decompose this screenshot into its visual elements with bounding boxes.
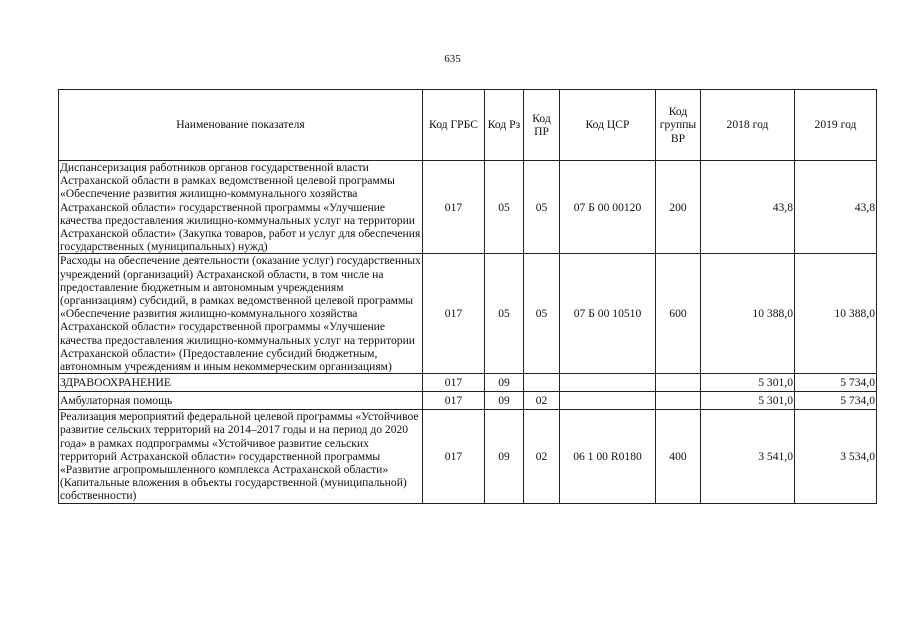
row-grbs: 017 xyxy=(423,374,485,392)
row-pr xyxy=(524,374,560,392)
row-rz: 09 xyxy=(485,410,524,503)
table-row xyxy=(59,410,877,503)
row-name: Диспансеризация работников органов государственной власти Астраханской области в рамках ведомственной целевой программы «Обеспечение развития жилищно-коммунального хозяйства Астраханской области» государственной программы «Улучшение качества предоставления жилищно-коммунальных услуг на территории Астраханской области» (Закупка товаров, работ и услуг для обеспечения государственных (муниципальных) нужд) xyxy=(59,161,423,254)
row-csr: 07 Б 00 00120 xyxy=(560,161,656,254)
header-2019: 2019 год xyxy=(795,90,877,161)
table-row xyxy=(59,392,877,410)
row-rz: 05 xyxy=(485,161,524,254)
header-vr: Код группы ВР xyxy=(656,90,701,161)
header-rz: Код Рз xyxy=(485,90,524,161)
page-number: 635 xyxy=(444,53,461,65)
row-vr xyxy=(656,374,701,392)
row-vr: 200 xyxy=(656,161,701,254)
row-csr xyxy=(560,392,656,410)
budget-table xyxy=(58,89,877,504)
row-vr: 400 xyxy=(656,410,701,503)
row-2019: 43,8 xyxy=(795,161,877,254)
row-grbs: 017 xyxy=(423,410,485,503)
table-row xyxy=(59,374,877,392)
row-2018: 43,8 xyxy=(701,161,795,254)
row-2018: 5 301,0 xyxy=(701,374,795,392)
header-csr: Код ЦСР xyxy=(560,90,656,161)
header-2018: 2018 год xyxy=(701,90,795,161)
row-name: Расходы на обеспечение деятельности (оказание услуг) государственных учреждений (организаций) Астраханской области, в том числе на предоставление бюджетным и автономным учреждениям (организациям) субсидий, в рамках ведомственной целевой программы «Обеспечение развития жилищно-коммунального хозяйства Астраханской области» государственной программы «Улучшение качества предоставления жилищно-коммунальных услуг на территории Астраханской области» (Предоставление субсидий бюджетным, автономным учреждениям и иным некоммерческим организациям) xyxy=(60,254,421,374)
row-2018: 10 388,0 xyxy=(701,254,795,374)
row-grbs: 017 xyxy=(423,161,485,254)
row-rz: 09 xyxy=(485,374,524,392)
row-pr: 05 xyxy=(524,254,560,374)
table-row xyxy=(59,254,877,374)
row-2019: 10 388,0 xyxy=(795,254,877,374)
row-pr: 02 xyxy=(524,410,560,503)
row-vr xyxy=(656,392,701,410)
header-pr: Код ПР xyxy=(524,90,560,161)
row-name: ЗДРАВООХРАНЕНИЕ xyxy=(59,374,423,392)
header-grbs: Код ГРБС xyxy=(423,90,485,161)
row-2018: 5 301,0 xyxy=(701,392,795,410)
table-row xyxy=(59,161,877,254)
row-rz: 09 xyxy=(485,392,524,410)
row-grbs: 017 xyxy=(423,392,485,410)
row-pr: 02 xyxy=(524,392,560,410)
header-name: Наименование показателя xyxy=(59,90,423,161)
row-rz: 05 xyxy=(485,254,524,374)
table-header-row xyxy=(59,90,877,161)
row-csr: 06 1 00 R0180 xyxy=(560,410,656,503)
row-2019: 5 734,0 xyxy=(795,392,877,410)
row-name: Реализация мероприятий федеральной целевой программы «Устойчивое развитие сельских территорий на 2014–2017 годы и на период до 2020 года» в рамках подпрограммы «Устойчивое развитие сельских территорий Астраханской области» государственной программы «Развитие агропромышленного комплекса Астраханской области» (Капитальные вложения в объекты государственной (муниципальной) собственности) xyxy=(59,410,423,503)
row-name: Амбулаторная помощь xyxy=(59,392,423,410)
row-2019: 5 734,0 xyxy=(795,374,877,392)
row-csr: 07 Б 00 10510 xyxy=(560,254,656,374)
row-2018: 3 541,0 xyxy=(701,410,795,503)
row-pr: 05 xyxy=(524,161,560,254)
row-csr xyxy=(560,374,656,392)
row-2019: 3 534,0 xyxy=(795,410,877,503)
row-grbs: 017 xyxy=(423,254,485,374)
row-vr: 600 xyxy=(656,254,701,374)
